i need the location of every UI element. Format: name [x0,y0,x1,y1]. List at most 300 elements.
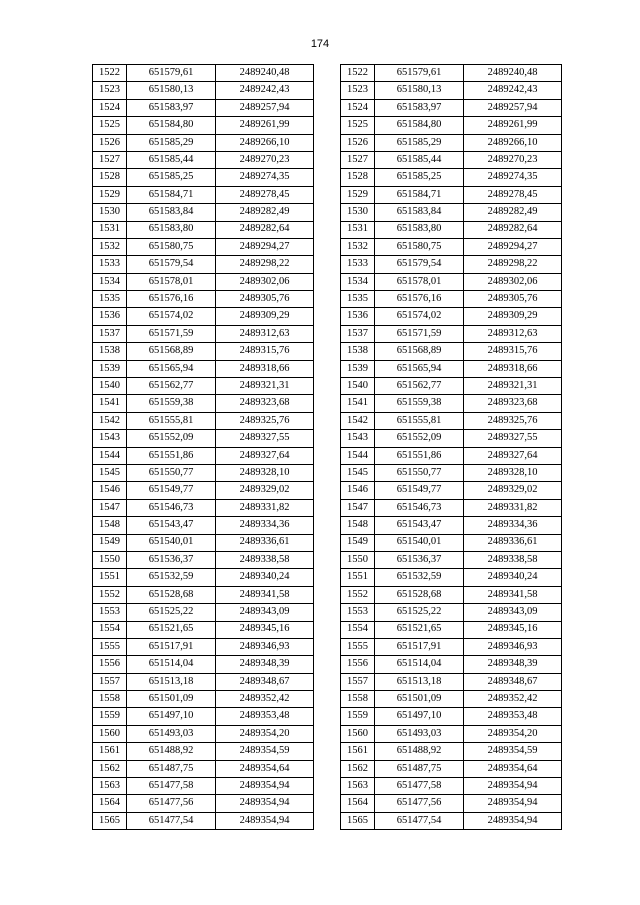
point-number-cell: 1526 [341,134,375,151]
point-number-cell: 1563 [341,778,375,795]
y-coordinate-cell: 2489354,94 [464,778,562,795]
table-row [93,151,314,168]
table-row [341,99,562,116]
x-coordinate-cell: 651584,80 [127,117,216,134]
point-number-cell: 1551 [93,569,127,586]
point-number-cell: 1540 [341,378,375,395]
point-number-cell: 1528 [93,169,127,186]
y-coordinate-cell: 2489321,31 [464,378,562,395]
table-row [93,186,314,203]
table-row [341,134,562,151]
point-number-cell: 1561 [93,743,127,760]
point-number-cell: 1523 [341,82,375,99]
point-number-cell: 1541 [93,395,127,412]
table-row [93,604,314,621]
table-row [93,621,314,638]
x-coordinate-cell: 651513,18 [375,673,464,690]
x-coordinate-cell: 651571,59 [127,325,216,342]
table-row [93,708,314,725]
y-coordinate-cell: 2489327,55 [464,430,562,447]
y-coordinate-cell: 2489305,76 [216,291,314,308]
x-coordinate-cell: 651497,10 [127,708,216,725]
y-coordinate-cell: 2489354,59 [464,743,562,760]
point-number-cell: 1530 [341,204,375,221]
point-number-cell: 1554 [341,621,375,638]
table-row [341,586,562,603]
point-number-cell: 1559 [341,708,375,725]
point-number-cell: 1528 [341,169,375,186]
y-coordinate-cell: 2489341,58 [464,586,562,603]
point-number-cell: 1564 [93,795,127,812]
point-number-cell: 1547 [341,499,375,516]
y-coordinate-cell: 2489323,68 [464,395,562,412]
y-coordinate-cell: 2489336,61 [216,534,314,551]
table-row [341,325,562,342]
x-coordinate-cell: 651550,77 [127,464,216,481]
y-coordinate-cell: 2489309,29 [216,308,314,325]
point-number-cell: 1535 [93,291,127,308]
table-row [93,499,314,516]
table-row [341,656,562,673]
point-number-cell: 1548 [93,517,127,534]
table-row [93,256,314,273]
y-coordinate-cell: 2489354,94 [464,812,562,829]
x-coordinate-cell: 651477,54 [375,812,464,829]
table-row [341,534,562,551]
y-coordinate-cell: 2489354,20 [464,725,562,742]
x-coordinate-cell: 651546,73 [375,499,464,516]
x-coordinate-cell: 651555,81 [127,412,216,429]
table-row [93,534,314,551]
point-number-cell: 1559 [93,708,127,725]
point-number-cell: 1548 [341,517,375,534]
x-coordinate-cell: 651580,13 [127,82,216,99]
x-coordinate-cell: 651584,71 [127,186,216,203]
table-row [341,795,562,812]
table-row [93,65,314,82]
point-number-cell: 1535 [341,291,375,308]
y-coordinate-cell: 2489318,66 [216,360,314,377]
y-coordinate-cell: 2489354,64 [216,760,314,777]
x-coordinate-cell: 651565,94 [375,360,464,377]
y-coordinate-cell: 2489329,02 [216,482,314,499]
x-coordinate-cell: 651583,97 [375,99,464,116]
table-row [93,447,314,464]
y-coordinate-cell: 2489343,09 [464,604,562,621]
y-coordinate-cell: 2489352,42 [216,691,314,708]
x-coordinate-cell: 651552,09 [375,430,464,447]
x-coordinate-cell: 651584,80 [375,117,464,134]
y-coordinate-cell: 2489348,39 [216,656,314,673]
point-number-cell: 1550 [341,551,375,568]
table-row [93,691,314,708]
y-coordinate-cell: 2489354,94 [216,795,314,812]
point-number-cell: 1560 [93,725,127,742]
y-coordinate-cell: 2489257,94 [216,99,314,116]
x-coordinate-cell: 651555,81 [375,412,464,429]
y-coordinate-cell: 2489329,02 [464,482,562,499]
y-coordinate-cell: 2489282,64 [216,221,314,238]
table-row [341,691,562,708]
x-coordinate-cell: 651579,61 [375,65,464,82]
x-coordinate-cell: 651580,75 [375,238,464,255]
table-row [93,204,314,221]
point-number-cell: 1524 [93,99,127,116]
y-coordinate-cell: 2489348,67 [464,673,562,690]
point-number-cell: 1525 [341,117,375,134]
table-row [341,238,562,255]
x-coordinate-cell: 651488,92 [375,743,464,760]
table-row [341,82,562,99]
table-row [341,464,562,481]
y-coordinate-cell: 2489274,35 [464,169,562,186]
table-row [93,551,314,568]
x-coordinate-cell: 651583,80 [375,221,464,238]
point-number-cell: 1522 [341,65,375,82]
x-coordinate-cell: 651532,59 [127,569,216,586]
x-coordinate-cell: 651579,54 [375,256,464,273]
y-coordinate-cell: 2489354,94 [216,812,314,829]
table-row [341,673,562,690]
x-coordinate-cell: 651551,86 [375,447,464,464]
table-row [341,169,562,186]
x-coordinate-cell: 651528,68 [375,586,464,603]
y-coordinate-cell: 2489274,35 [216,169,314,186]
y-coordinate-cell: 2489242,43 [464,82,562,99]
point-number-cell: 1547 [93,499,127,516]
y-coordinate-cell: 2489341,58 [216,586,314,603]
point-number-cell: 1542 [341,412,375,429]
y-coordinate-cell: 2489315,76 [216,343,314,360]
table-row [93,378,314,395]
x-coordinate-cell: 651517,91 [127,638,216,655]
x-coordinate-cell: 651580,75 [127,238,216,255]
table-row [93,325,314,342]
y-coordinate-cell: 2489270,23 [216,151,314,168]
x-coordinate-cell: 651583,84 [127,204,216,221]
y-coordinate-cell: 2489338,58 [464,551,562,568]
table-row [341,743,562,760]
point-number-cell: 1522 [93,65,127,82]
point-number-cell: 1539 [93,360,127,377]
table-row [341,708,562,725]
point-number-cell: 1558 [93,691,127,708]
x-coordinate-cell: 651536,37 [375,551,464,568]
x-coordinate-cell: 651584,71 [375,186,464,203]
x-coordinate-cell: 651477,56 [127,795,216,812]
point-number-cell: 1546 [341,482,375,499]
point-number-cell: 1533 [93,256,127,273]
point-number-cell: 1562 [341,760,375,777]
point-number-cell: 1565 [341,812,375,829]
y-coordinate-cell: 2489302,06 [464,273,562,290]
point-number-cell: 1529 [93,186,127,203]
point-number-cell: 1550 [93,551,127,568]
point-number-cell: 1556 [93,656,127,673]
x-coordinate-cell: 651514,04 [127,656,216,673]
point-number-cell: 1534 [93,273,127,290]
y-coordinate-cell: 2489294,27 [464,238,562,255]
table-row [93,586,314,603]
point-number-cell: 1542 [93,412,127,429]
x-coordinate-cell: 651501,09 [375,691,464,708]
x-coordinate-cell: 651585,29 [127,134,216,151]
x-coordinate-cell: 651525,22 [127,604,216,621]
y-coordinate-cell: 2489345,16 [464,621,562,638]
y-coordinate-cell: 2489327,55 [216,430,314,447]
x-coordinate-cell: 651578,01 [375,273,464,290]
y-coordinate-cell: 2489309,29 [464,308,562,325]
table-row [93,517,314,534]
x-coordinate-cell: 651574,02 [375,308,464,325]
table-row [93,795,314,812]
table-row [341,65,562,82]
x-coordinate-cell: 651501,09 [127,691,216,708]
point-number-cell: 1544 [93,447,127,464]
x-coordinate-cell: 651487,75 [375,760,464,777]
table-row [341,308,562,325]
x-coordinate-cell: 651546,73 [127,499,216,516]
y-coordinate-cell: 2489278,45 [464,186,562,203]
x-coordinate-cell: 651513,18 [127,673,216,690]
point-number-cell: 1531 [93,221,127,238]
x-coordinate-cell: 651487,75 [127,760,216,777]
x-coordinate-cell: 651543,47 [127,517,216,534]
x-coordinate-cell: 651493,03 [127,725,216,742]
point-number-cell: 1532 [341,238,375,255]
table-row [93,725,314,742]
y-coordinate-cell: 2489345,16 [216,621,314,638]
table-row [341,343,562,360]
x-coordinate-cell: 651521,65 [375,621,464,638]
point-number-cell: 1526 [93,134,127,151]
x-coordinate-cell: 651576,16 [127,291,216,308]
point-number-cell: 1553 [341,604,375,621]
y-coordinate-cell: 2489348,39 [464,656,562,673]
x-coordinate-cell: 651585,44 [375,151,464,168]
x-coordinate-cell: 651568,89 [127,343,216,360]
point-number-cell: 1562 [93,760,127,777]
point-number-cell: 1533 [341,256,375,273]
point-number-cell: 1539 [341,360,375,377]
x-coordinate-cell: 651583,84 [375,204,464,221]
y-coordinate-cell: 2489328,10 [464,464,562,481]
table-row [93,221,314,238]
table-row [93,412,314,429]
point-number-cell: 1530 [93,204,127,221]
x-coordinate-cell: 651574,02 [127,308,216,325]
y-coordinate-cell: 2489298,22 [216,256,314,273]
y-coordinate-cell: 2489302,06 [216,273,314,290]
point-number-cell: 1546 [93,482,127,499]
y-coordinate-cell: 2489325,76 [216,412,314,429]
table-row [341,551,562,568]
y-coordinate-cell: 2489354,94 [464,795,562,812]
page-number: 174 [310,38,330,50]
x-coordinate-cell: 651562,77 [375,378,464,395]
y-coordinate-cell: 2489240,48 [464,65,562,82]
coordinates-table-left [92,64,314,830]
table-row [93,464,314,481]
point-number-cell: 1552 [93,586,127,603]
y-coordinate-cell: 2489334,36 [216,517,314,534]
table-row [93,743,314,760]
x-coordinate-cell: 651540,01 [127,534,216,551]
x-coordinate-cell: 651549,77 [375,482,464,499]
y-coordinate-cell: 2489340,24 [216,569,314,586]
x-coordinate-cell: 651583,80 [127,221,216,238]
table-row [341,569,562,586]
x-coordinate-cell: 651532,59 [375,569,464,586]
x-coordinate-cell: 651521,65 [127,621,216,638]
y-coordinate-cell: 2489312,63 [464,325,562,342]
point-number-cell: 1551 [341,569,375,586]
point-number-cell: 1543 [93,430,127,447]
y-coordinate-cell: 2489328,10 [216,464,314,481]
x-coordinate-cell: 651525,22 [375,604,464,621]
x-coordinate-cell: 651549,77 [127,482,216,499]
point-number-cell: 1564 [341,795,375,812]
table-row [93,273,314,290]
y-coordinate-cell: 2489315,76 [464,343,562,360]
y-coordinate-cell: 2489298,22 [464,256,562,273]
coordinates-table-right [340,64,562,830]
point-number-cell: 1555 [341,638,375,655]
y-coordinate-cell: 2489240,48 [216,65,314,82]
y-coordinate-cell: 2489321,31 [216,378,314,395]
y-coordinate-cell: 2489312,63 [216,325,314,342]
x-coordinate-cell: 651552,09 [127,430,216,447]
y-coordinate-cell: 2489282,49 [216,204,314,221]
point-number-cell: 1541 [341,395,375,412]
table-row [93,99,314,116]
y-coordinate-cell: 2489282,49 [464,204,562,221]
table-row [341,499,562,516]
y-coordinate-cell: 2489354,64 [464,760,562,777]
y-coordinate-cell: 2489346,93 [464,638,562,655]
x-coordinate-cell: 651565,94 [127,360,216,377]
table-row [93,778,314,795]
point-number-cell: 1536 [341,308,375,325]
table-row [93,117,314,134]
y-coordinate-cell: 2489334,36 [464,517,562,534]
table-row [93,308,314,325]
x-coordinate-cell: 651517,91 [375,638,464,655]
y-coordinate-cell: 2489338,58 [216,551,314,568]
x-coordinate-cell: 651550,77 [375,464,464,481]
x-coordinate-cell: 651585,25 [127,169,216,186]
y-coordinate-cell: 2489331,82 [464,499,562,516]
y-coordinate-cell: 2489343,09 [216,604,314,621]
table-row [341,517,562,534]
y-coordinate-cell: 2489278,45 [216,186,314,203]
x-coordinate-cell: 651585,29 [375,134,464,151]
point-number-cell: 1545 [93,464,127,481]
table-row [341,725,562,742]
point-number-cell: 1531 [341,221,375,238]
point-number-cell: 1537 [341,325,375,342]
y-coordinate-cell: 2489261,99 [216,117,314,134]
point-number-cell: 1561 [341,743,375,760]
table-row [93,812,314,829]
x-coordinate-cell: 651585,25 [375,169,464,186]
table-row [341,256,562,273]
table-row [341,447,562,464]
y-coordinate-cell: 2489266,10 [216,134,314,151]
y-coordinate-cell: 2489348,67 [216,673,314,690]
table-row [93,569,314,586]
y-coordinate-cell: 2489305,76 [464,291,562,308]
y-coordinate-cell: 2489270,23 [464,151,562,168]
table-row [93,82,314,99]
point-number-cell: 1556 [341,656,375,673]
table-row [93,673,314,690]
y-coordinate-cell: 2489261,99 [464,117,562,134]
point-number-cell: 1565 [93,812,127,829]
x-coordinate-cell: 651477,56 [375,795,464,812]
x-coordinate-cell: 651576,16 [375,291,464,308]
table-row [93,395,314,412]
y-coordinate-cell: 2489294,27 [216,238,314,255]
point-number-cell: 1537 [93,325,127,342]
y-coordinate-cell: 2489353,48 [464,708,562,725]
table-row [341,204,562,221]
table-row [93,343,314,360]
y-coordinate-cell: 2489354,94 [216,778,314,795]
point-number-cell: 1538 [341,343,375,360]
point-number-cell: 1549 [93,534,127,551]
y-coordinate-cell: 2489325,76 [464,412,562,429]
table-row [93,169,314,186]
x-coordinate-cell: 651579,61 [127,65,216,82]
table-row [93,291,314,308]
point-number-cell: 1544 [341,447,375,464]
x-coordinate-cell: 651488,92 [127,743,216,760]
table-row [341,395,562,412]
point-number-cell: 1558 [341,691,375,708]
y-coordinate-cell: 2489257,94 [464,99,562,116]
table-row [341,638,562,655]
table-row [341,221,562,238]
x-coordinate-cell: 651477,54 [127,812,216,829]
point-number-cell: 1534 [341,273,375,290]
point-number-cell: 1563 [93,778,127,795]
table-row [93,656,314,673]
table-row [341,621,562,638]
x-coordinate-cell: 651551,86 [127,447,216,464]
point-number-cell: 1538 [93,343,127,360]
x-coordinate-cell: 651579,54 [127,256,216,273]
point-number-cell: 1545 [341,464,375,481]
y-coordinate-cell: 2489354,20 [216,725,314,742]
x-coordinate-cell: 651514,04 [375,656,464,673]
table-row [93,360,314,377]
y-coordinate-cell: 2489340,24 [464,569,562,586]
table-row [341,482,562,499]
table-row [93,760,314,777]
point-number-cell: 1527 [341,151,375,168]
x-coordinate-cell: 651497,10 [375,708,464,725]
point-number-cell: 1553 [93,604,127,621]
point-number-cell: 1532 [93,238,127,255]
x-coordinate-cell: 651583,97 [127,99,216,116]
y-coordinate-cell: 2489242,43 [216,82,314,99]
x-coordinate-cell: 651493,03 [375,725,464,742]
table-row [341,812,562,829]
y-coordinate-cell: 2489323,68 [216,395,314,412]
point-number-cell: 1540 [93,378,127,395]
point-number-cell: 1525 [93,117,127,134]
